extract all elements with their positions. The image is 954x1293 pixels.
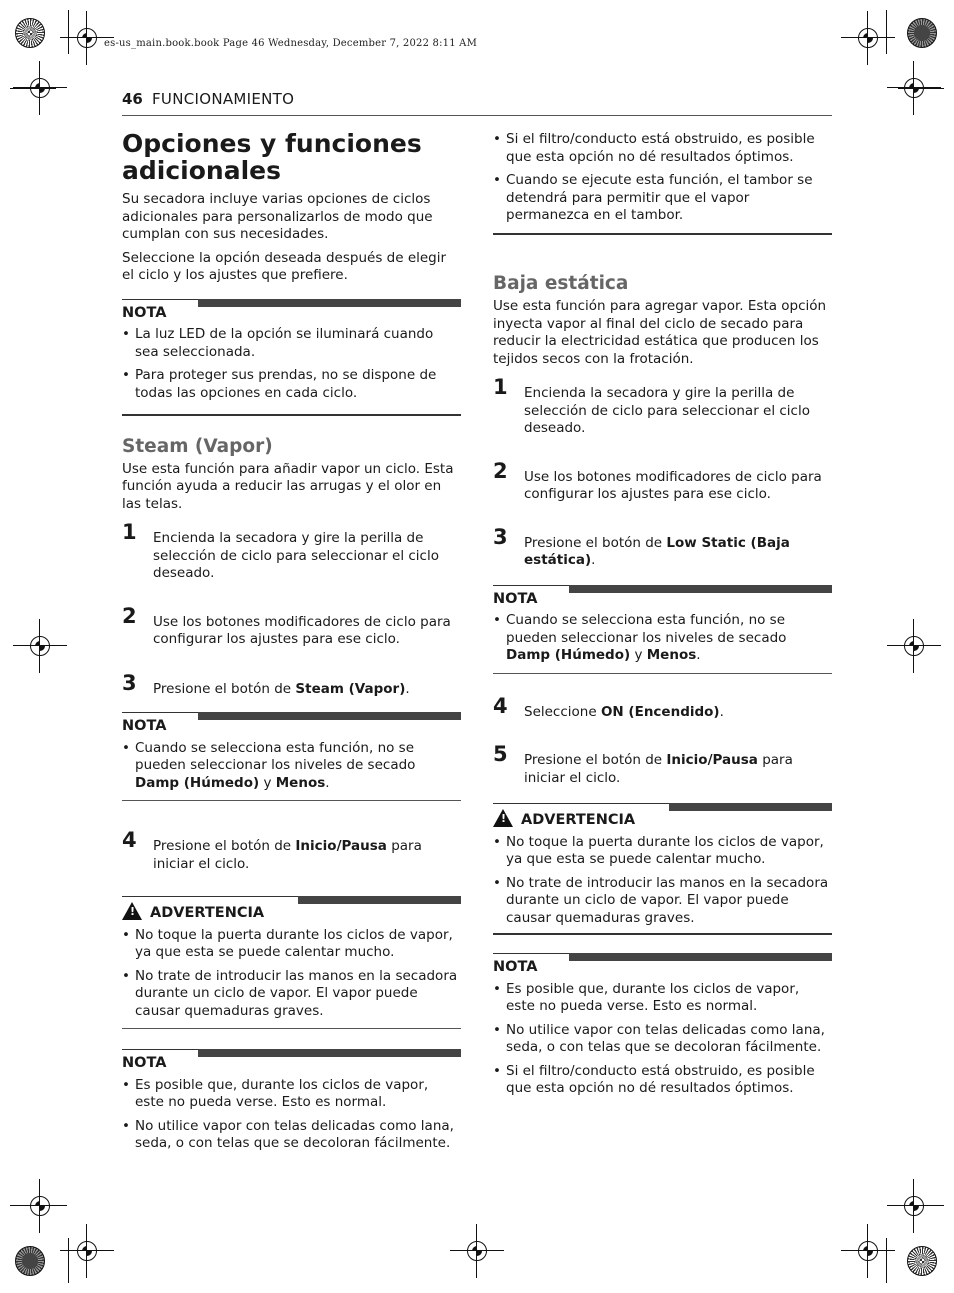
- step-text: Seleccione: [524, 703, 601, 720]
- step-5: [493, 742, 832, 787]
- warning-icon: !: [493, 809, 513, 827]
- crop-line: [898, 88, 944, 89]
- intro-paragraph: Su secadora incluye varias opciones de ciclos adicionales para personalizarlos de modo que cumplan con sus necesidades.: [122, 191, 433, 242]
- left-column: [122, 130, 461, 1159]
- crosshair-mark-icon: [27, 1193, 53, 1219]
- step-text: Presione el botón de: [524, 534, 667, 551]
- page-title: Opciones y funciones adicionales: [122, 129, 422, 185]
- step-1: [122, 520, 461, 583]
- step-text-bold: Inicio/Pausa: [295, 838, 387, 854]
- registration-target-icon: [15, 18, 45, 48]
- step-3: [122, 670, 461, 699]
- crosshair-mark-icon: [901, 1193, 927, 1219]
- step-text: Presione el botón de: [153, 680, 296, 697]
- step-text: Encienda la secadora y gire la perilla de selección de ciclo para seleccionar el ciclo deseado.: [524, 385, 810, 436]
- step-number: 1: [122, 520, 137, 544]
- step-text-bold: Steam (Vapor): [295, 680, 406, 697]
- step-4: [493, 693, 832, 722]
- step-text: para iniciar el ciclo.: [153, 838, 422, 872]
- list-item: • La luz LED de la opción se iluminará cuando sea seleccionada.: [122, 326, 461, 361]
- note-box: [122, 299, 461, 417]
- note-end-rule: [493, 233, 832, 235]
- list-item: • No trate de introducir las manos en la secadora durante un ciclo de vapor. El vapor puede causar quemaduras graves.: [122, 968, 461, 1021]
- step-text: Use los botones modificadores de ciclo para configurar los ajustes para ese ciclo.: [524, 468, 822, 502]
- crop-line: [10, 1205, 56, 1206]
- crop-line: [898, 1205, 944, 1206]
- warning-title: ADVERTENCIA: [521, 812, 636, 828]
- list-item: • No utilice vapor con telas delicadas como lana, seda, o con telas que se decoloran fácilmente.: [122, 1118, 461, 1153]
- step-number: 3: [122, 670, 137, 695]
- section-heading-steam: Steam (Vapor): [122, 436, 273, 457]
- step-2: [122, 603, 461, 649]
- list-item: • No toque la puerta durante los ciclos de vapor, ya que esta se puede calentar mucho.: [493, 834, 832, 869]
- note-box: [493, 953, 832, 1098]
- step-text: Presione el botón de: [524, 752, 667, 768]
- crop-line: [68, 10, 69, 54]
- crop-line: [10, 88, 56, 89]
- file-info-line: es-us_main.book.book Page 46 Wednesday, December 7, 2022 8:11 AM: [104, 38, 478, 49]
- note-box: [122, 1049, 461, 1153]
- steam-intro: Use esta función para añadir vapor un ciclo. Esta función ayuda a reducir las arrugas y el olor en las telas.: [122, 460, 454, 512]
- crosshair-mark-icon: [901, 633, 927, 659]
- step-number: 5: [493, 742, 508, 766]
- list-item: • Cuando se selecciona esta función, no se pueden seleccionar los niveles de secado Damp (Húmedo) y Menos.: [493, 612, 832, 665]
- note-title: NOTA: [493, 590, 538, 607]
- list-item: • No toque la puerta durante los ciclos de vapor, ya que esta se puede calentar mucho.: [122, 927, 461, 962]
- step-text: .: [405, 680, 410, 697]
- list-item: • No trate de introducir las manos en la secadora durante un ciclo de vapor. El vapor puede causar quemaduras graves.: [493, 875, 832, 928]
- header-rule: [122, 115, 832, 116]
- step-number: 3: [493, 524, 508, 549]
- warning-title: ADVERTENCIA: [150, 905, 265, 921]
- low-static-intro: Use esta función para agregar vapor. Esta opción inyecta vapor al final del ciclo de secado para reducir la electricidad estática que producen los tejidos secos con la frotación.: [493, 298, 827, 367]
- crosshair-mark-icon: [855, 25, 881, 51]
- step-number: 4: [122, 828, 137, 852]
- crosshair-mark-icon: [74, 1238, 100, 1264]
- note-box: [122, 712, 461, 801]
- step-number: 1: [493, 375, 508, 399]
- registration-target-icon: [15, 1246, 45, 1276]
- crop-line: [886, 10, 887, 54]
- warning-end-rule: [493, 933, 832, 935]
- crosshair-mark-icon: [464, 1238, 490, 1264]
- warning-icon: !: [122, 902, 142, 920]
- warning-box: [493, 803, 832, 935]
- page-number: 46: [122, 90, 143, 108]
- step-text-bold: Inicio/Pausa: [666, 752, 758, 768]
- note-end-rule: [493, 673, 832, 674]
- step-text: para iniciar el ciclo.: [524, 752, 793, 786]
- note-title: NOTA: [122, 304, 167, 321]
- note-end-rule: [122, 800, 461, 801]
- step-text: Presione el botón de: [153, 838, 296, 854]
- step-1: [493, 375, 832, 438]
- list-item: • Si el filtro/conducto está obstruido, es posible que esta opción no dé resultados óptimos.: [493, 1063, 832, 1098]
- step-3: [493, 524, 832, 570]
- section-title: FUNCIONAMIENTO: [152, 90, 295, 108]
- step-text: Use los botones modificadores de ciclo para configurar los ajustes para ese ciclo.: [153, 613, 451, 647]
- crosshair-mark-icon: [74, 25, 100, 51]
- step-text: .: [591, 552, 596, 568]
- note-title: NOTA: [122, 718, 167, 734]
- crop-line: [886, 1238, 887, 1283]
- list-item: • No utilice vapor con telas delicadas como lana, seda, o con telas que se decoloran fácilmente.: [493, 1022, 832, 1057]
- list-item: • Cuando se selecciona esta función, no se pueden seleccionar los niveles de secado Damp (Húmedo) y Menos.: [122, 740, 461, 793]
- list-item: • Cuando se ejecute esta función, el tambor se detendrá para permitir que el vapor permanezca en el tambor.: [493, 172, 832, 225]
- list-item: • Es posible que, durante los ciclos de vapor, este no pueda verse. Esto es normal.: [122, 1077, 461, 1112]
- list-item: • Si el filtro/conducto está obstruido, es posible que esta opción no dé resultados óptimos.: [493, 131, 832, 166]
- step-number: 2: [493, 458, 508, 483]
- registration-target-icon: [907, 18, 937, 48]
- warning-end-rule: [122, 1028, 461, 1029]
- note-end-rule: [122, 414, 461, 416]
- intro-paragraph: Seleccione la opción deseada después de elegir el ciclo y los ajustes que prefiere.: [122, 249, 447, 283]
- step-text-bold: ON (Encendido): [600, 703, 720, 720]
- warning-box: [122, 896, 461, 1029]
- note-box: [493, 585, 832, 674]
- registration-target-icon: [907, 1246, 937, 1276]
- right-column: [493, 131, 832, 1104]
- step-text-bold: Low Static (Baja estática): [524, 534, 790, 568]
- list-item: • Para proteger sus prendas, no se dispone de todas las opciones en cada ciclo.: [122, 367, 461, 402]
- step-number: 4: [493, 693, 508, 718]
- step-text: .: [719, 703, 724, 720]
- crop-line: [68, 1238, 69, 1283]
- crosshair-mark-icon: [27, 633, 53, 659]
- crosshair-mark-icon: [855, 1238, 881, 1264]
- note-title: NOTA: [493, 959, 538, 975]
- step-text: Encienda la secadora y gire la perilla de selección de ciclo para seleccionar el ciclo deseado.: [153, 530, 439, 581]
- note-title: NOTA: [122, 1055, 167, 1071]
- step-2: [493, 458, 832, 504]
- section-heading-low-static: Baja estática: [493, 272, 629, 294]
- step-4: [122, 828, 461, 873]
- list-item: • Es posible que, durante los ciclos de vapor, este no pueda verse. Esto es normal.: [493, 981, 832, 1016]
- step-number: 2: [122, 603, 137, 628]
